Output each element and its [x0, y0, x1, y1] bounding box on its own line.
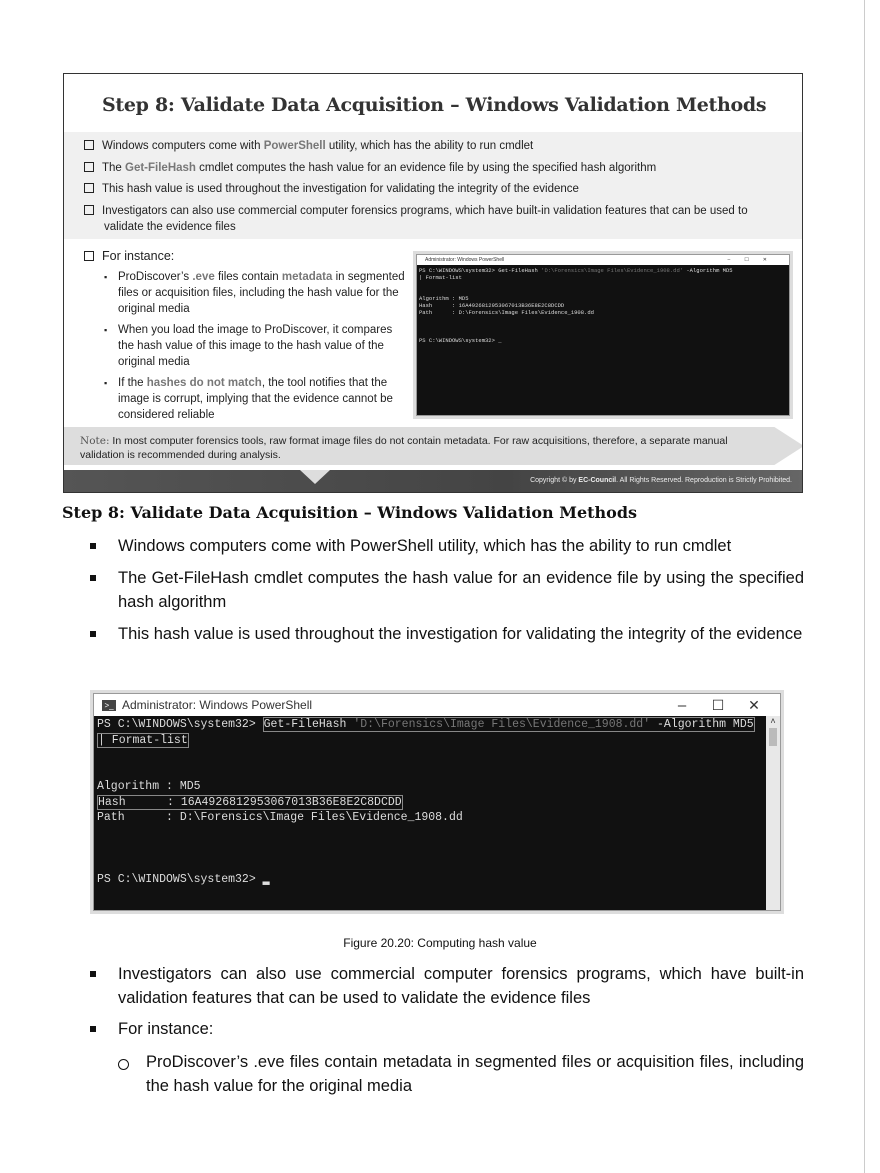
slide-title: Step 8: Validate Data Acquisition – Windows Validation Methods — [102, 94, 767, 116]
slide-footer — [64, 470, 803, 493]
bullet-item: Investigators can also use commercial computer forensics programs, which have built-in validation features that can be used to validate the evidence files — [118, 963, 804, 1010]
checkbox-bullet-icon — [84, 251, 94, 261]
figure-caption: Figure 20.20: Computing hash value — [343, 936, 537, 950]
copyright-text: Copyright © by EC-Council. All Rights Reserved. Reproduction is Strictly Prohibited. — [530, 477, 792, 484]
slide-sub-bullet: ▪ When you load the image to ProDiscover, it compares the hash value of this image to the hash value of the original media — [118, 322, 408, 370]
slide-for-instance: For instance: — [84, 248, 174, 264]
checkbox-bullet-icon — [84, 140, 94, 150]
slide-bullet: The Get-FileHash cmdlet computes the hash value for an evidence file by using the specified hash algorithm — [84, 160, 656, 176]
slide-console-output: PS C:\WINDOWS\system32> Get-FileHash 'D:\Forensics\Image Files\Evidence_1908.dd' -Algorithm MD5 | Format-list Algorithm : MD5 Hash : 16A4926812953067013B36E8E2C8DCDD Path : D:\Forensics\Image Files\Evidence_1908.dd PS C:\WINDOWS\system32> _ — [419, 267, 733, 344]
note-text: Note: In most computer forensics tools, raw format image files do not contain metadata. For raw acquisitions, therefore, a separate manual validation is recommended during analysis. — [80, 435, 728, 461]
slide-bullet: This hash value is used throughout the investigation for validating the integrity of the evidence — [84, 181, 579, 197]
scroll-up-icon[interactable]: ˄ — [770, 716, 776, 726]
powershell-icon: >_ — [102, 700, 116, 711]
slide-powershell-window — [416, 254, 790, 416]
bullet-item: For instance: — [118, 1018, 804, 1042]
footer-triangle-icon — [300, 470, 330, 484]
section-heading: Step 8: Validate Data Acquisition – Windows Validation Methods — [62, 503, 638, 522]
bullet-item: The Get-FileHash cmdlet computes the hash value for an evidence file by using the specified hash algorithm — [118, 567, 804, 614]
title-bar — [417, 255, 789, 265]
slide-bullet: Investigators can also use commercial computer forensics programs, which have built-in validation features that can be used to validate the evidence files — [84, 203, 764, 235]
slide-bullet: Windows computers come with PowerShell utility, which has the ability to run cmdlet — [84, 138, 533, 154]
minimize-button[interactable]: – — [677, 696, 687, 714]
slide-sub-bullet: ▪ If the hashes do not match, the tool notifies that the image is corrupt, implying that the evidence cannot be considered reliable — [118, 375, 408, 423]
window-title: Administrator: Windows PowerShell — [425, 257, 505, 263]
bullet-item: This hash value is used throughout the investigation for validating the integrity of the evidence — [118, 623, 804, 647]
close-button[interactable]: ✕ — [748, 696, 760, 713]
checkbox-bullet-icon — [84, 183, 94, 193]
page-edge — [864, 0, 865, 1173]
window-title: Administrator: Windows PowerShell — [122, 698, 313, 712]
scroll-thumb[interactable] — [769, 728, 777, 746]
slide-sub-bullet: ▪ ProDiscover’s .eve files contain metadata in segmented files or acquisition files, including the hash value for the original media — [118, 269, 408, 317]
checkbox-bullet-icon — [84, 162, 94, 172]
powershell-window — [93, 693, 781, 911]
scrollbar[interactable] — [766, 716, 780, 910]
title-bar — [94, 694, 780, 716]
bullet-item: Windows computers come with PowerShell utility, which has the ability to run cmdlet — [118, 535, 804, 559]
sub-bullet-item: ProDiscover’s .eve files contain metadata in segmented files or acquisition files, including the hash value for the original media — [146, 1051, 804, 1098]
console-output: PS C:\WINDOWS\system32> Get-FileHash 'D:\Forensics\Image Files\Evidence_1908.dd' -Algorithm MD5 | Format-list Algorithm : MD5 Hash : 16A4926812953067013B36E8E2C8DCDD Path : D:\Forensics\Image Files\Evidence_1908.dd PS C:\WINDOWS\system32> ▂ — [97, 718, 754, 886]
window-controls: –☐✕ — [727, 257, 781, 263]
maximize-button[interactable]: ☐ — [711, 696, 725, 713]
checkbox-bullet-icon — [84, 205, 94, 215]
slide-image — [63, 73, 803, 493]
